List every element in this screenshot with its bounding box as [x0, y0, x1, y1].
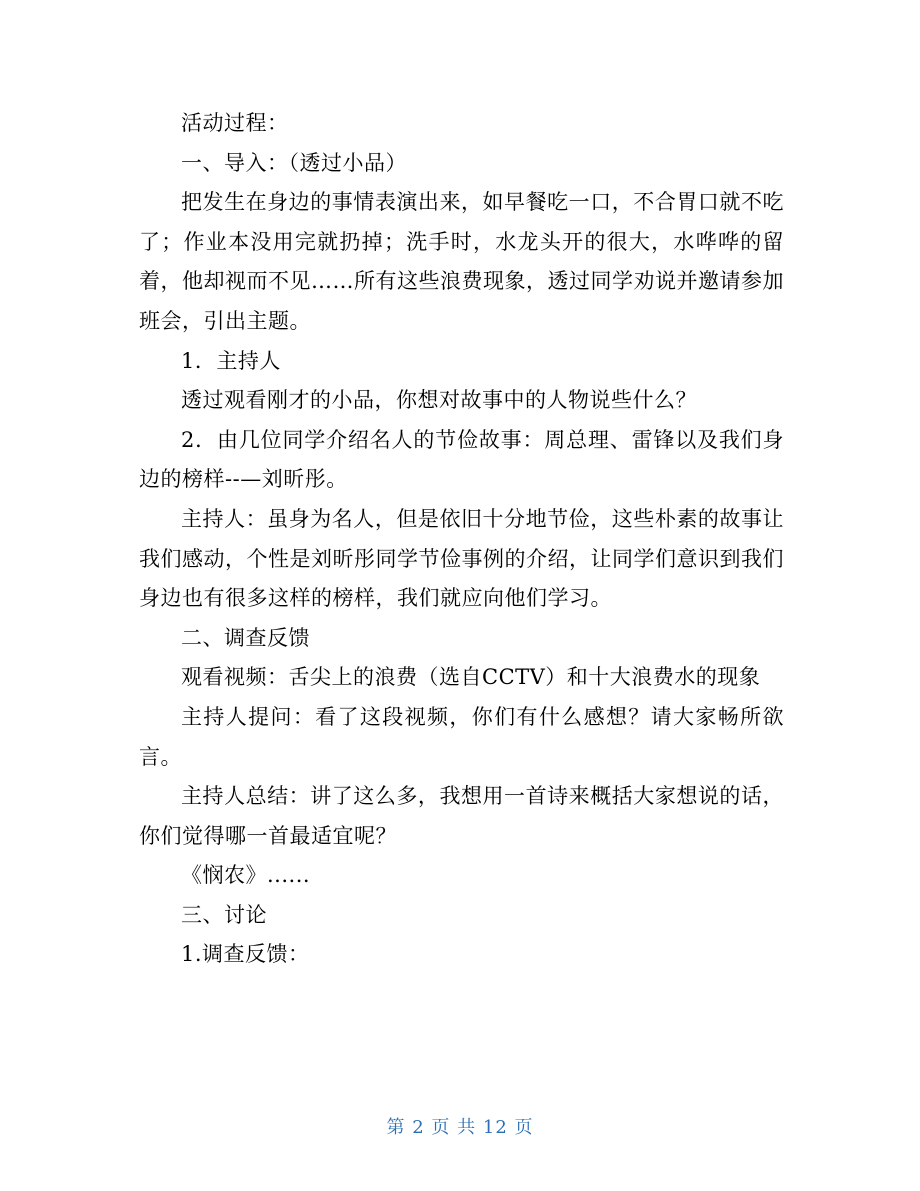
footer-total-pages: 12	[482, 1117, 508, 1138]
paragraph-skit-description: 把发生在身边的事情表演出来，如早餐吃一口，不合胃口就不吃了；作业本没用完就扔掉；洗手时，水龙头开的很大，水哗哗的留着，他却视而不见……所有这些浪费现象，透过同学劝说并邀请参加班会，引出主题。	[139, 190, 784, 333]
paragraph-host-comment: 主持人：虽身为名人，但是依旧十分地节俭，这些朴素的故事让我们感动，个性是刘昕彤同学节俭事例的介绍，让同学们意识到我们身边也有很多这样的榜样，我们就应向他们学习。	[139, 506, 784, 611]
item-host: 1．主持人	[181, 348, 281, 373]
paragraph-watch-video: 观看视频：舌尖上的浪费（选自CCTV）和十大浪费水的现象	[181, 665, 761, 690]
footer-label-total-prefix: 共	[457, 1117, 477, 1138]
footer-current-page: 2	[412, 1117, 425, 1138]
footer-label-page: 页	[431, 1117, 451, 1138]
paragraph-host-question: 透过观看刚才的小品，你想对故事中的人物说些什么？	[181, 388, 697, 413]
paragraph-host-summary: 主持人总结：讲了这么多，我想用一首诗来概括大家想说的话，你们觉得哪一首最适宜呢？	[139, 784, 784, 848]
page-number-footer	[0, 1113, 920, 1139]
item-survey-feedback: 1.调查反馈：	[181, 942, 310, 967]
document-body	[139, 104, 784, 975]
footer-label-page-end: 页	[514, 1117, 534, 1138]
heading-survey-feedback: 二、调查反馈	[181, 625, 310, 650]
item-thrift-stories: 2．由几位同学介绍名人的节俭故事：周总理、雷锋以及我们身边的榜样--—刘昕彤。	[139, 427, 784, 492]
paragraph-poem-title: 《悯农》......	[181, 863, 311, 888]
heading-introduction: 一、导入：（透过小品）	[181, 150, 407, 175]
paragraph-activity-process: 活动过程：	[181, 111, 289, 135]
heading-discussion: 三、讨论	[181, 902, 267, 927]
paragraph-host-asks: 主持人提问：看了这段视频，你们有什么感想？请大家畅所欲言。	[139, 704, 784, 769]
footer-label-prefix: 第	[386, 1117, 406, 1138]
